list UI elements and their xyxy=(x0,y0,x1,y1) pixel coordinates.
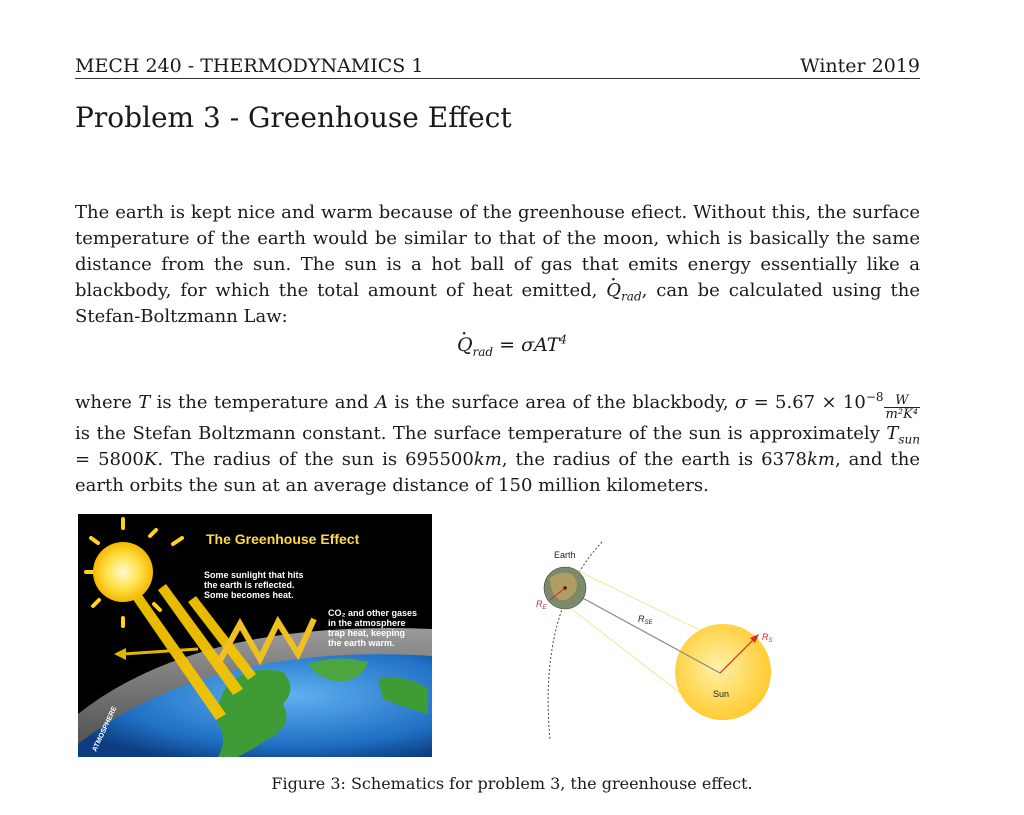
course-title: MECH 240 - THERMODYNAMICS 1 xyxy=(75,55,424,77)
p2-A: A xyxy=(374,392,388,413)
figure-caption: Figure 3: Schematics for problem 3, the greenhouse effect. xyxy=(271,774,753,793)
units-fraction xyxy=(884,394,920,421)
q-rad-subscript: rad xyxy=(621,289,642,304)
p2-t6: = 5800 xyxy=(75,449,144,470)
p2-t3: is the surface area of the blackbody, xyxy=(387,392,735,413)
re-label xyxy=(536,599,548,611)
eq-rhs-sup: 4 xyxy=(559,332,568,347)
earth-sun-schematic xyxy=(520,530,795,745)
co2-line-4: the earth warm. xyxy=(328,638,395,648)
fraction-denominator: m²K⁴ xyxy=(885,407,919,422)
problem-title: Problem 3 - Greenhouse Effect xyxy=(75,101,512,134)
intro-paragraph xyxy=(75,200,920,330)
reflection-line-3: Some becomes heat. xyxy=(204,590,294,600)
reflection-note xyxy=(204,570,306,600)
constants-paragraph xyxy=(75,390,920,499)
fraction-numerator: W xyxy=(884,394,920,408)
q-symbol: Q xyxy=(606,280,622,301)
p2-Tsun: T xyxy=(886,423,899,444)
reflection-line-1: Some sunlight that hits xyxy=(204,570,304,580)
p2-t8: , the radius of the earth is 6378 xyxy=(501,449,807,470)
p2-T: T xyxy=(138,392,151,413)
p2-Tsun-sub: sun xyxy=(898,432,920,447)
sun-label: Sun xyxy=(713,689,730,699)
atmosphere-label: ATMOSPHERE xyxy=(91,705,119,753)
p2-t9: , and the earth orbits the sun at an average distance of 150 million kilometers. xyxy=(75,449,920,496)
rse-label-sub: SE xyxy=(644,620,653,626)
rse-label xyxy=(638,614,654,626)
p2-sigma: σ xyxy=(734,392,748,413)
p2-K: K xyxy=(143,449,158,470)
sun-icon xyxy=(93,542,153,602)
co2-line-3: trap heat, keeping xyxy=(328,628,406,638)
term-label: Winter 2019 xyxy=(800,55,920,77)
reflection-line-2: the earth is reflected. xyxy=(204,580,295,590)
p2-t5: is the Stefan Boltzmann constant. The surface temperature of the sun is approximately xyxy=(75,423,887,444)
co2-line-2: in the atmosphere xyxy=(328,618,406,628)
eq-lhs-sub: rad xyxy=(472,344,494,359)
rse-label-main: R xyxy=(638,614,645,624)
p2-exp: −8 xyxy=(865,390,884,404)
rs-label-sub: S xyxy=(768,638,773,644)
p2-km2: km xyxy=(806,449,835,470)
co2-line-1: CO₂ and other gases xyxy=(328,608,418,618)
rs-label xyxy=(762,632,773,644)
p2-t4: = 5.67 × 10 xyxy=(747,392,866,413)
earth-label: Earth xyxy=(554,550,576,560)
p2-t1: where xyxy=(75,392,139,413)
page-header xyxy=(75,54,920,79)
re-label-sub: E xyxy=(542,605,547,611)
rs-label-main: R xyxy=(762,632,769,642)
eq-rhs: = σAT xyxy=(493,334,560,356)
stefan-boltzmann-equation xyxy=(0,330,1024,360)
intro-text-a: The earth is kept nice and warm because of the greenhouse efiect. Without this, the surface temperature of the earth would be similar to that of the moon, which is basically the same distance from the sun. The sun is a hot ball of gas that emits energy essentially like a blackbody, for which the total amount of heat emitted, xyxy=(75,202,920,301)
re-label-main: R xyxy=(536,599,543,609)
p2-km1: km xyxy=(473,449,502,470)
p2-t2: is the temperature and xyxy=(150,392,375,413)
illustration-title: The Greenhouse Effect xyxy=(206,531,360,547)
q-rad-symbol xyxy=(606,278,621,304)
intro-text-b: , can be calculated using the Stefan-Boltzmann Law: xyxy=(75,280,920,327)
eq-lhs: · Q xyxy=(457,330,473,360)
p2-t7: . The radius of the sun is 695500 xyxy=(157,449,474,470)
greenhouse-illustration xyxy=(78,514,432,757)
